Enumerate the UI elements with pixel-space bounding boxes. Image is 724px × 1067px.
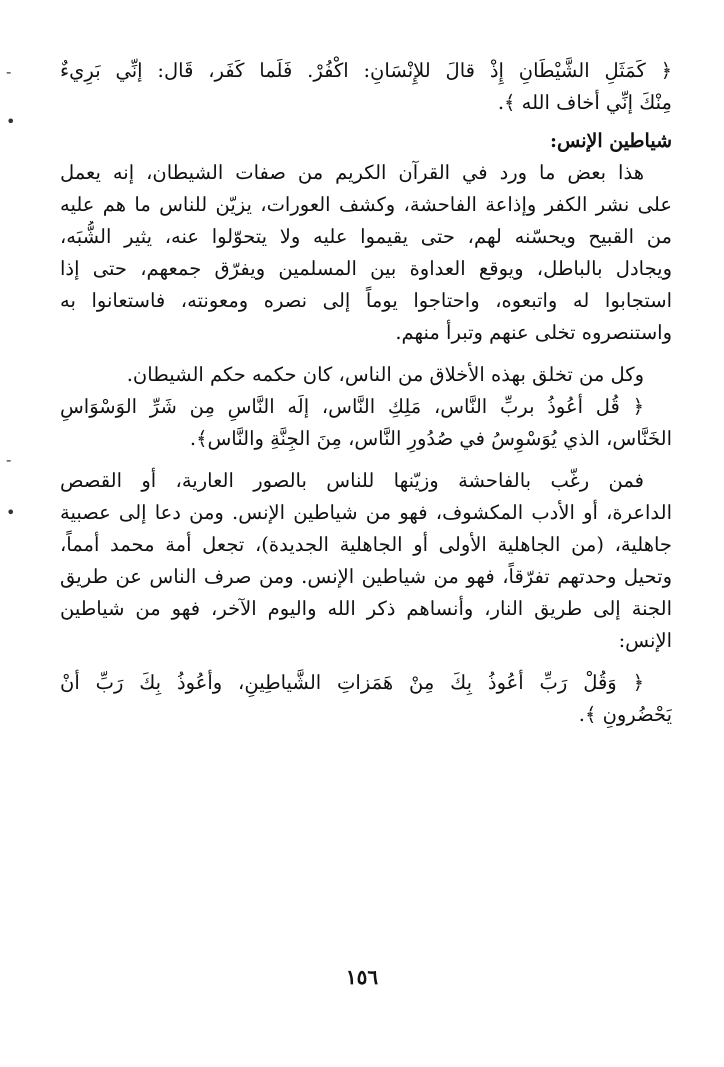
margin-dot-mark: • [6,112,16,131]
text-line: مِنْكَ إنِّي أخاف الله ﴾. [497,91,672,114]
text-line: هذا بعض ما ورد في القرآن الكريم من صفات الشيطان، إنه يعمل [60,161,644,184]
text-line: واستنصروه تخلى عنهم وتبرأ منهم. [395,321,672,344]
text-line: على نشر الكفر وإذاعة الفاحشة، وكشف العورات، يزيّن للناس ما هم عليه [60,193,672,216]
text-line: ﴿ وَقُلْ رَبِّ أعُوذُ بِكَ مِنْ هَمَزاتِ الشَّياطِينِ، وأعُوذُ بِكَ رَبِّ أنْ [60,671,644,694]
page-body [60,55,672,731]
section-heading: شياطين الإنس: [549,130,672,152]
text-line: وكل من تخلق بهذه الأخلاق من الناس، كان حكمه حكم الشيطان. [126,363,644,386]
text-line: فمن رغّب بالفاحشة وزيّنها للناس بالصور العارية، أو القصص [60,469,644,492]
text-line: الإنس: [618,629,672,652]
paragraph-3 [60,465,672,657]
text-line: ويجادل بالباطل، ويوقع العداوة بين المسلمين ويفرّق جمعهم، حتى إذا [60,257,672,280]
text-line: ﴿ قُل أعُوذُ بربِّ النَّاس، مَلِكِ النَّاس، إلَه النَّاسِ مِن شَرِّ الوَسْوَاسِ [60,395,644,418]
text-line: جاهلية، (من الجاهلية الأولى أو الجاهلية الجديدة)، تجعل أمة محمد أمماً، [60,533,672,556]
text-line: ﴿ كَمَثَلِ الشَّيْطَانِ إِذْ قالَ للإِنْسَانِ: اكْفُرْ. فَلَما كَفَر، قَال: إنِّي بَرِيءٌ [60,59,672,82]
quranic-quote-2 [60,391,672,455]
page-number: ١٥٦ [345,965,379,989]
margin-dash-mark: - [6,62,12,81]
quranic-quote-3 [60,667,672,731]
quranic-quote-1 [60,55,672,119]
text-line: وتحيل وحدتهم تفرّقاً، فهو من شياطين الإنس. ومن صرف الناس عن طريق [60,565,672,588]
text-line: من القبيح ويحسّنه لهم، حتى يقيموا عليه ولا يتحوّلوا عنه، يثير الشُّبَه، [60,225,672,248]
margin-dot-mark: • [6,503,16,522]
text-line: يَحْضُرونِ ﴾. [578,703,672,726]
paragraph-1 [60,157,672,349]
text-line: الخَنَّاس، الذي يُوَسْوِسُ في صُدُورِ النَّاس، مِنَ الجِنَّةِ والنَّاس﴾. [189,427,672,450]
text-line: الجنة إلى طريق النار، وأنساهم ذكر الله واليوم الآخر، فهو من شياطين [60,597,672,620]
margin-dash-mark: - [6,450,12,469]
text-line: استجابوا له واتبعوه، واحتاجوا يوماً إلى نصره ومعونته، فاستعانوا به [60,289,672,312]
paragraph-2 [60,359,672,391]
text-line: الداعرة، أو الأدب المكشوف، فهو من شياطين الإنس. ومن دعا إلى عصبية [60,501,672,524]
